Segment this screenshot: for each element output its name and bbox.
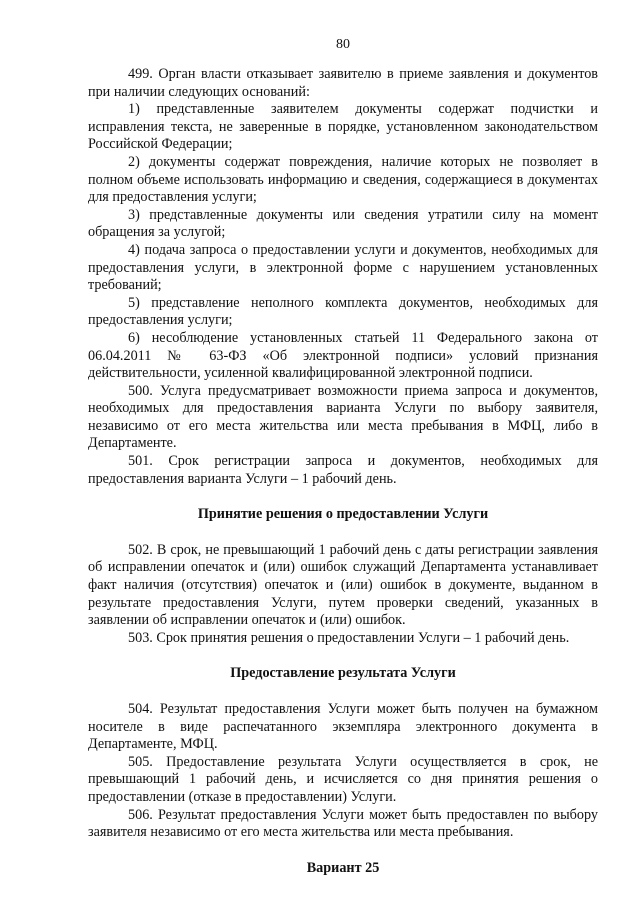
paragraph-502: 502. В срок, не превышающий 1 рабочий день с даты регистрации заявления об исправлении опечаток и (или) ошибок служащий Департамента устанавливает факт наличия (отсутствия) опечаток и (или) ошибок в документе, выданном в результате предоставления Услуги, путем проверки сведений, указанных в заявлении об исправлении опечаток и (или) ошибок. xyxy=(88,541,598,629)
page-number: 80 xyxy=(336,37,350,52)
paragraph-501: 501. Срок регистрации запроса и документов, необходимых для предоставления варианта Услуги – 1 рабочий день. xyxy=(88,453,598,487)
section-heading-variant: Вариант 25 xyxy=(306,859,380,876)
list-item-1: 1) представленные заявителем документы содержат подчистки и исправления текста, не заверенные в порядке, установленном законодательством Российской Федерации; xyxy=(88,101,598,153)
paragraph-500: 500. Услуга предусматривает возможности приема запроса и документов, необходимых для предоставления варианта Услуги по выбору заявителя, независимо от его места жительства или места пребывания в МФЦ, либо в Департаменте. xyxy=(88,382,598,452)
paragraph-499: 499. Орган власти отказывает заявителю в приеме заявления и документов при наличии следующих оснований: xyxy=(88,66,598,100)
section-heading-decision: Принятие решения о предоставлении Услуги xyxy=(197,506,489,523)
paragraph-505: 505. Предоставление результата Услуги осуществляется в срок, не превышающий 1 рабочий день, и исчисляется со дня принятия решения о предоставлении (отказе в предоставлении) Услуги. xyxy=(88,753,598,805)
list-item-3: 3) представленные документы или сведения утратили силу на момент обращения за услугой; xyxy=(88,206,598,241)
paragraph-503: 503. Срок принятия решения о предоставлении Услуги – 1 рабочий день. xyxy=(128,629,570,646)
list-item-4: 4) подача запроса о предоставлении услуги и документов, необходимых для предоставления услуги, в электронной форме с нарушением установленных требований; xyxy=(88,241,598,294)
section-heading-result: Предоставление результата Услуги xyxy=(230,665,456,682)
list-item-6: 6) несоблюдение установленных статьей 11 Федерального закона от 06.04.2011 № 63-ФЗ «Об электронной подписи» условий признания действительности, усиленной квалифицированной электронной подписи. xyxy=(88,329,598,382)
paragraph-504: 504. Результат предоставления Услуги может быть получен на бумажном носителе в виде распечатанного экземпляра электронного документа в Департаменте, МФЦ. xyxy=(88,701,598,753)
list-item-5: 5) представление неполного комплекта документов, необходимых для предоставления услуги; xyxy=(88,294,598,329)
list-item-2: 2) документы содержат повреждения, наличие которых не позволяет в полном объеме использовать информацию и сведения, содержащиеся в документах для предоставления услуги; xyxy=(88,153,598,206)
document-body xyxy=(88,66,598,877)
paragraph-506: 506. Результат предоставления Услуги может быть предоставлен по выбору заявителя независимо от его места жительства или места пребывания. xyxy=(88,806,598,841)
